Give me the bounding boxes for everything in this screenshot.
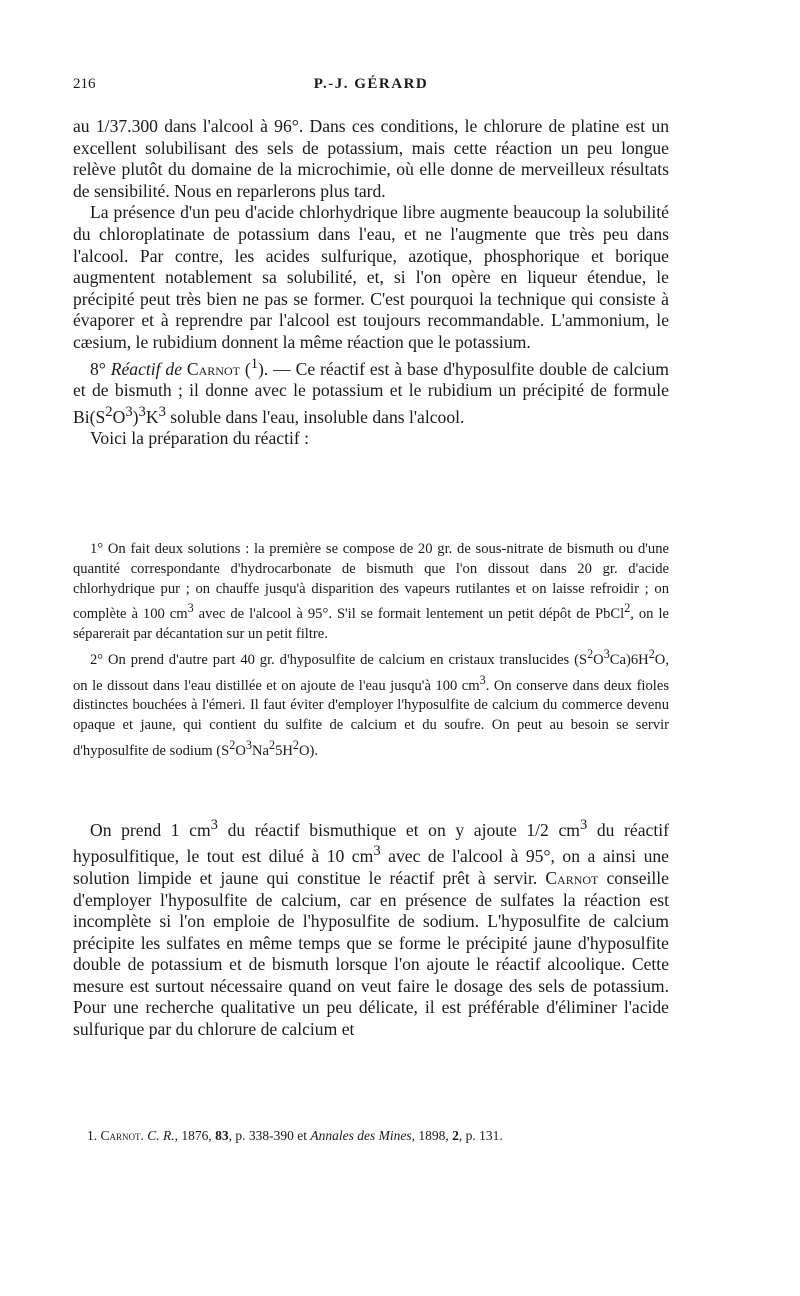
- paragraph-4: Voici la préparation du réactif :: [90, 428, 310, 449]
- author-name: Carnot: [186, 358, 240, 379]
- preparation-steps: [73, 540, 669, 761]
- step-2: 2° On prend d'autre part 40 gr. d'hyposulfite de calcium en cristaux translucides $(S^2O^3Ca)6H^2O$, on le dissout dans l'eau distillée et on ajoute de l'eau jusqu'à 100 $cm^3$. On conserve dans deux fioles distinctes bouchées à l'émeri. Il faut éviter d'employer l'hyposulfite de calcium du commerce devenu opaque et jaune, qui contient du sulfite de calcium et du soufre. On peut au besoin se servir d'hyposulfite de sodium $(S^2O^3Na^25H^2O)$.: [73, 646, 669, 759]
- running-head: P.-J. GÉRARD: [313, 76, 429, 92]
- reagent-title: Réactif de: [110, 358, 183, 379]
- main-text-top: [73, 116, 669, 450]
- paragraph-3: 8° Réactif de Carnot ($^1$). — Ce réactif est à base d'hyposulfite double de calcium et de bismuth ; il donne avec le potassium et le rubidium un précipité de formule $Bi(S^2O^3)^3K^3$ soluble dans l'eau, insoluble dans l'alcool.: [73, 355, 669, 427]
- page-header: [73, 76, 669, 98]
- footnote-ref: 1: [250, 355, 259, 372]
- step-1: 1° On fait deux solutions : la première se compose de 20 gr. de sous-nitrate de bismuth ou d'une quantité correspondante d'hydrocarbonate de bismuth que l'on dissout dans 20 gr. d'acide chlorhydrique pur ; on chauffe jusqu'à disparition des vapeurs rutilantes et on laisse refroidir ; on complète à 100 $cm^3$ avec de l'alcool à 95°. S'il se formait lentement un petit dépôt de PbCl$^2$, on le séparerait par décantation sur un petit filtre.: [73, 541, 669, 643]
- paragraph-1: au 1/37.300 dans l'alcool à 96°. Dans ces conditions, le chlorure de platine est un excellent solubilisant des sels de potassium, mais cette réaction un peu longue relève plutôt du domaine de la microchimie, où elle donne de merveilleux résultats de sensibilité. Nous en reparlerons plus tard.: [73, 116, 669, 201]
- footnote: 1. Carnot. C. R., 1876, 83, p. 338-390 et Annales des Mines, 1898, 2, p. 131.: [87, 1128, 503, 1143]
- author-name: Carnot: [545, 867, 599, 888]
- footnote-author: Carnot: [100, 1128, 141, 1143]
- main-text-bottom: [73, 815, 669, 1041]
- page-number: 216: [73, 76, 96, 92]
- paragraph-5: On prend 1 $cm^3$ du réactif bismuthique et on y ajoute 1/2 $cm^3$ du réactif hyposulfitique, le tout est dilué à 10 $cm^3$ avec de l'alcool à 95°, on a ainsi une solution limpide et jaune qui constitue le réactif prêt à servir. Carnot conseille d'employer l'hyposulfite de calcium, car en présence de sulfates la réaction est incomplète si l'on emploie de l'hyposulfite de sodium. L'hyposulfite de calcium précipite les sulfates en même temps que se forme le précipité jaune d'hyposulfite double de potassium et de bismuth lorsque l'on ajoute le réactif alcoolique. Cette mesure est surtout nécessaire quand on veut faire le dosage des sels de potassium. Pour une recherche qualitative un peu délicate, il est préférable d'éliminer l'acide sulfurique par du chlorure de calcium et: [73, 817, 669, 1040]
- paragraph-2: La présence d'un peu d'acide chlorhydrique libre augmente beaucoup la solubilité du chloroplatinate de potassium dans l'eau, et ne l'augmente que très peu dans l'alcool. Par contre, les acides sulfurique, azotique, phosphorique et borique augmentent notablement sa solubilité, et, si l'on opère en liqueur étendue, le précipité peut très bien ne pas se former. C'est pourquoi la technique qui consiste à évaporer et à reprendre par l'alcool est toujours recommandable. L'ammonium, le cæsium, le rubidium donnent la même réaction que le potassium.: [73, 202, 669, 352]
